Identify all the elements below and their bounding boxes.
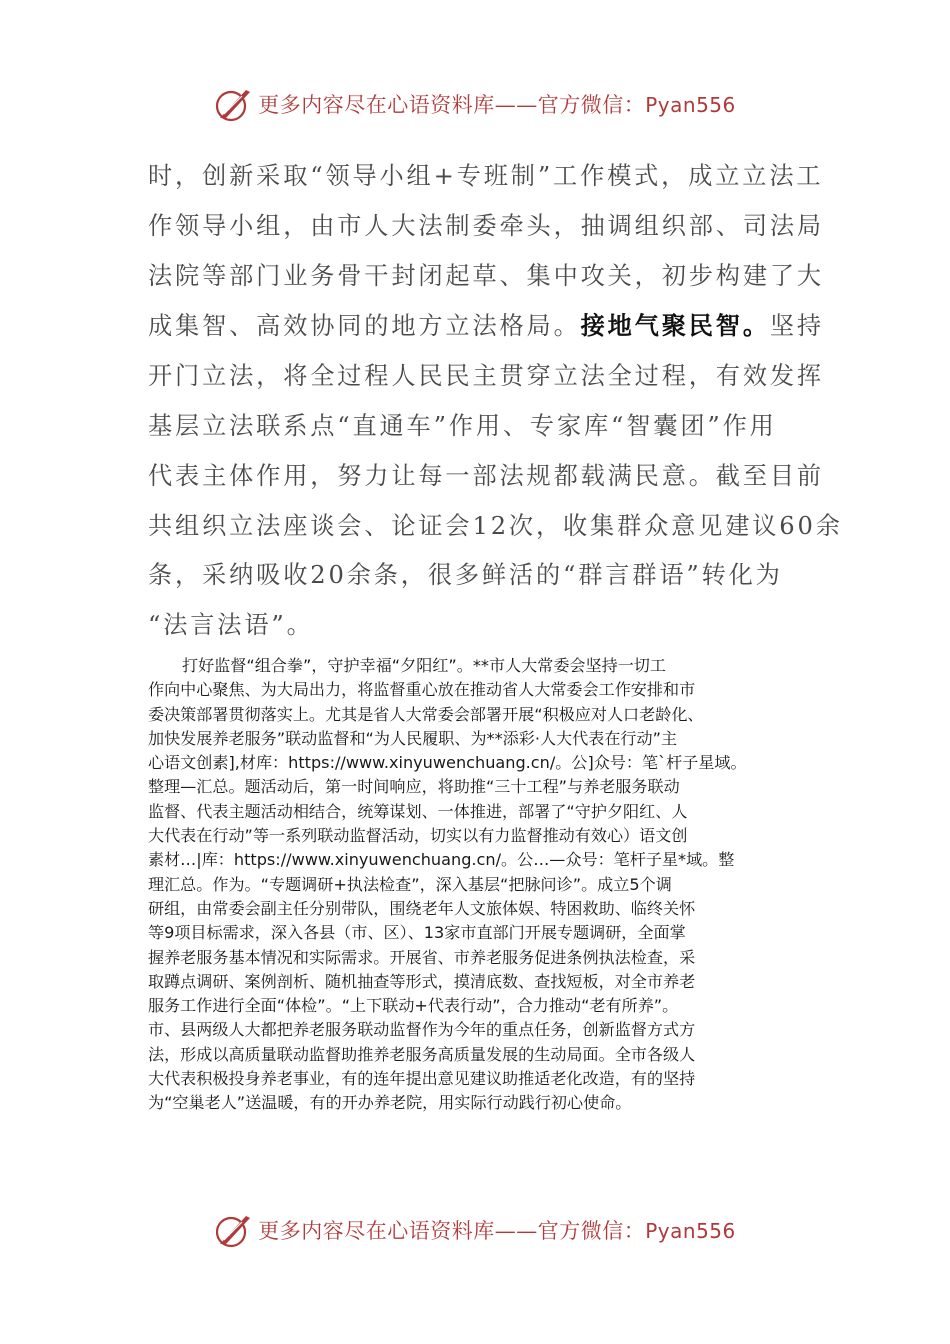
banner-text: 更多内容尽在心语资料库——官方微信：Pyan556 <box>258 1219 736 1243</box>
text-line: 基层立法联系点“直通车”作用、专家库“智囊团”作用 <box>148 411 777 440</box>
text-line: 时，创新采取“领导小组+专班制”工作模式，成立立法工 <box>148 162 824 190</box>
text-line: 市、县两级人大都把养老服务联动监督作为今年的重点任务，创新监督方式方 <box>148 1020 696 1040</box>
text-line: 大代表在行动”等一系列联动监督活动，切实以有力监督推动有效心）语文创 <box>148 826 688 846</box>
text-line: 作领导小组，由市人大法制委牵头，抽调组织部、司法局 <box>148 211 824 240</box>
banner-text: 更多内容尽在心语资料库——官方微信：Pyan556 <box>258 93 736 117</box>
header-banner <box>0 84 950 124</box>
bold-heading: 接地气聚民智。 <box>580 311 770 341</box>
wechat-id: Pyan556 <box>645 1219 736 1243</box>
text-line: 成集智、高效协同的地方立法格局。接地气聚民智。坚持 <box>148 311 824 341</box>
text-line: 握养老服务基本情况和实际需求。开展省、市养老服务促进条例执法检查，采 <box>148 947 696 967</box>
text-line: 素材…|库：https://www.xinyuwenchuang.cn/。公…—众号：笔杆子星*域。整 <box>148 850 735 870</box>
text-line: 大代表积极投身养老事业，有的连年提出意见建议助推适老化改造，有的坚持 <box>148 1069 696 1089</box>
text-line: 法院等部门业务骨干封闭起草、集中攻关，初步构建了大 <box>148 261 824 290</box>
footer-banner <box>0 1210 950 1250</box>
text-line: 等9项目标需求，深入各县（市、区）、13家市直部门开展专题调研，全面掌 <box>148 923 686 943</box>
text-line: 心语文创素],材库：https://www.xinyuwenchuang.cn/。公]众号：笔`杆子星域。 <box>148 753 747 773</box>
text-line: 开门立法，将全过程人民民主贯穿立法全过程，有效发挥 <box>148 362 824 391</box>
text-line: 理汇总。作为。“专题调研+执法检查”，深入基层“把脉问诊”。成立5个调 <box>148 874 672 894</box>
text-line: 作向中心聚焦、为大局出力，将监督重心放在推动省人大常委会工作安排和市 <box>148 680 696 700</box>
wechat-id: Pyan556 <box>645 93 736 117</box>
text-line: 加快发展养老服务”联动监督和“为人民履职、为**添彩·人大代表在行动”主 <box>148 728 678 748</box>
text-line: 条，采纳吸收20余条，很多鲜活的“群言群语”转化为 <box>148 561 783 590</box>
text-line: 整理—汇总。题活动后，第一时间响应，将助推“三十工程”与养老服务联动 <box>148 777 680 797</box>
paragraph-legislation <box>148 152 843 651</box>
quill-logo-icon <box>214 84 254 124</box>
text-line: 服务工作进行全面“体检”。“上下联动+代表行动”，合力推动“老有所养”。 <box>148 996 679 1016</box>
text-line: 打好监督“组合拳”，守护幸福“夕阳红”。**市人大常委会坚持一切工 <box>182 656 666 675</box>
text-line: 研组，由常委会副主任分别带队，围绕老年人文旅体娱、特困救助、临终关怀 <box>148 898 696 918</box>
text-line: 共组织立法座谈会、论证会12次，收集群众意见建议60余 <box>148 511 843 540</box>
text-line: 代表主体作用，努力让每一部法规都载满民意。截至目前 <box>148 461 824 490</box>
text-line: “法言法语”。 <box>148 611 314 640</box>
text-line: 为“空巢老人”送温暖，有的开办养老院，用实际行动践行初心使命。 <box>148 1093 632 1113</box>
text-line: 监督、代表主题活动相结合，统筹谋划、一体推进，部署了“守护夕阳红、人 <box>148 801 688 821</box>
text-line: 法，形成以高质量联动监督助推养老服务高质量发展的生动局面。全市各级人 <box>148 1044 696 1064</box>
paragraph-supervision <box>148 654 818 1116</box>
text-line: 取蹲点调研、案例剖析、随机抽查等形式，摸清底数、查找短板，对全市养老 <box>148 971 696 991</box>
quill-logo-icon <box>214 1210 254 1250</box>
text-line: 委决策部署贯彻落实上。尤其是省人大常委会部署开展“积极应对人口老龄化、 <box>148 704 704 724</box>
